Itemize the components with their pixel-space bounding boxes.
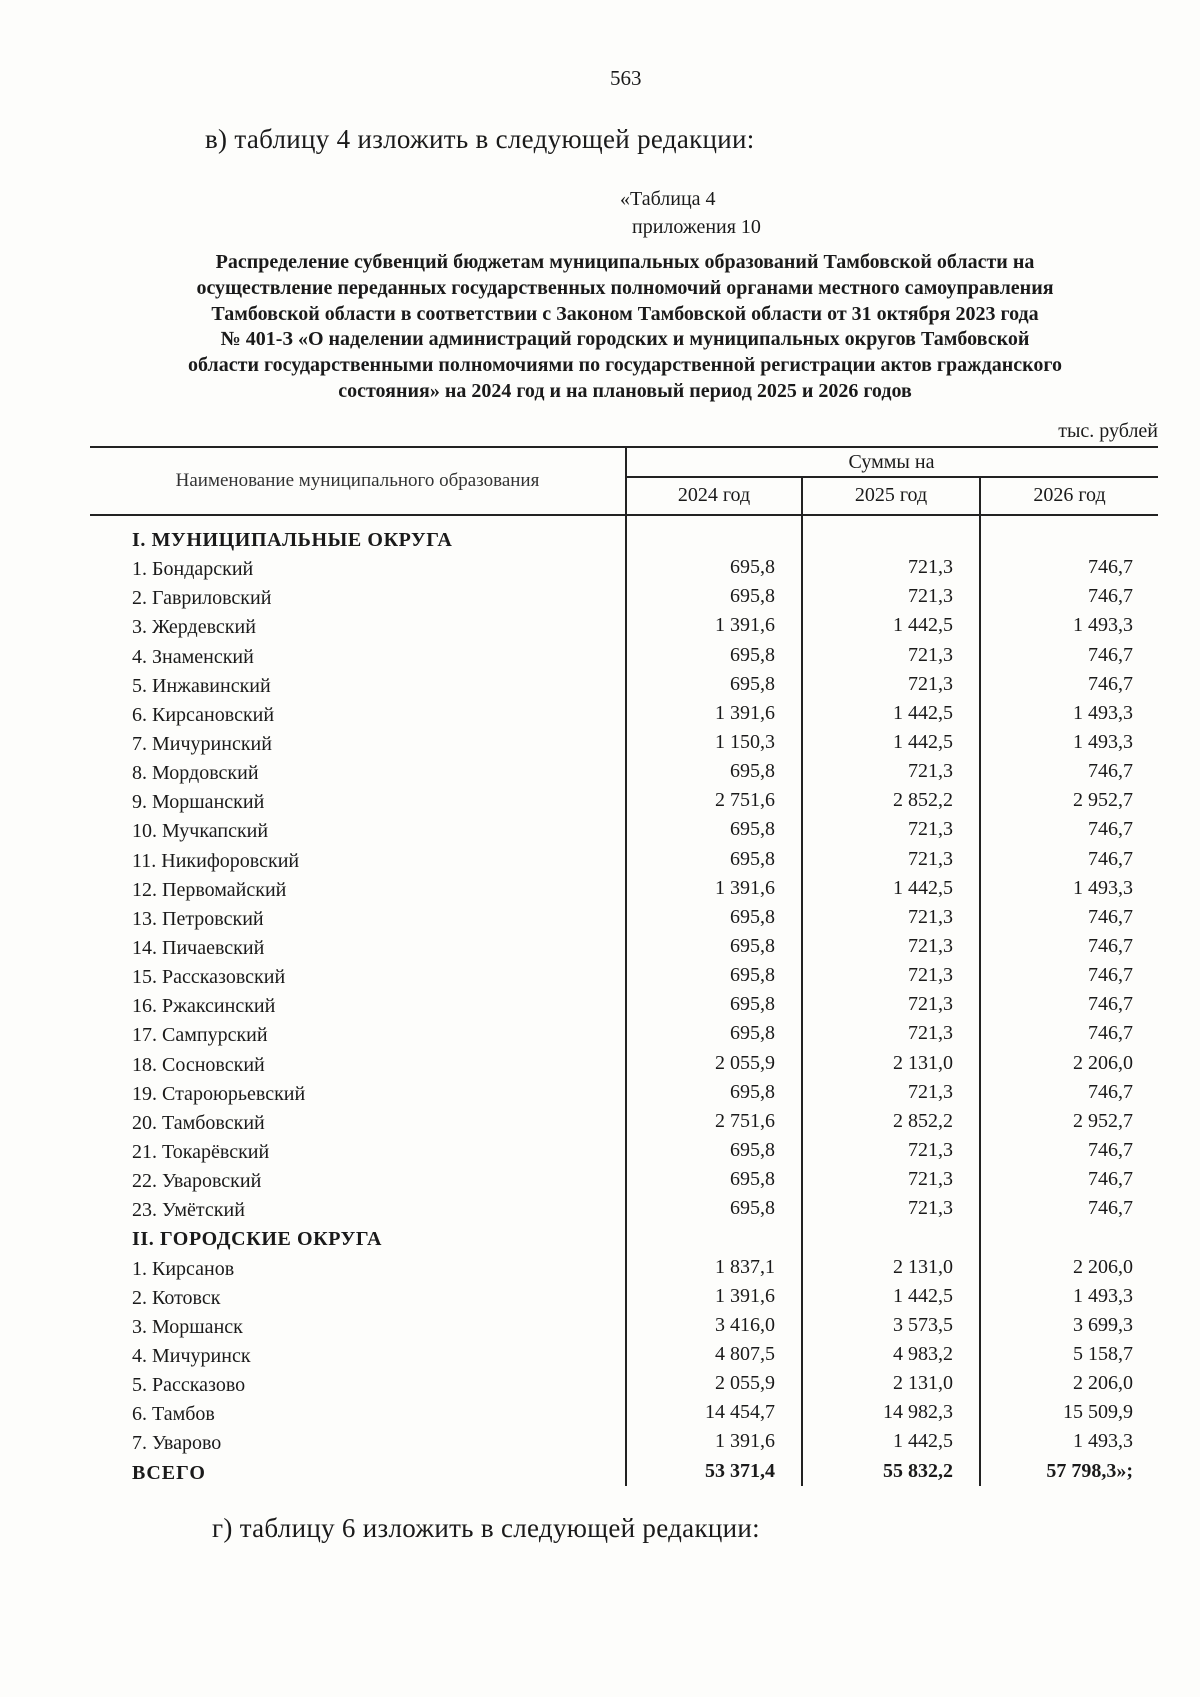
row-value-2026: 1 493,3	[1073, 614, 1133, 637]
header-sums: Суммы на	[848, 451, 935, 473]
table-row	[90, 1167, 1158, 1196]
row-value-2026: 57 798,3»;	[1046, 1459, 1133, 1482]
row-value-2024: 1 837,1	[715, 1255, 775, 1278]
row-value-2026: 3 699,3	[1073, 1313, 1133, 1336]
row-value-2025: 1 442,5	[893, 701, 953, 724]
table-row	[90, 1080, 1158, 1109]
row-name: 18. Сосновский	[132, 1053, 265, 1076]
row-value-2025: 14 982,3	[883, 1401, 953, 1424]
row-value-2024: 14 454,7	[705, 1401, 775, 1424]
row-value-2026: 746,7	[1088, 1022, 1133, 1045]
row-value-2025: 721,3	[908, 1080, 953, 1103]
after-text: г) таблицу 6 изложить в следующей редакции:	[212, 1513, 760, 1543]
row-value-2026: 2 952,7	[1073, 1109, 1133, 1132]
row-value-2025: 721,3	[908, 993, 953, 1016]
row-name: 6. Кирсановский	[132, 703, 275, 726]
row-value-2024: 695,8	[730, 1022, 775, 1045]
row-value-2025: 4 983,2	[893, 1342, 953, 1365]
row-value-2024: 695,8	[730, 818, 775, 841]
table-row	[90, 584, 1158, 613]
table-row	[90, 759, 1158, 788]
row-value-2026: 2 206,0	[1073, 1255, 1133, 1278]
row-value-2025: 721,3	[908, 818, 953, 841]
row-name: 15. Рассказовский	[132, 966, 286, 989]
row-name: 19. Староюрьевский	[132, 1082, 306, 1105]
row-value-2025: 2 852,2	[893, 1109, 953, 1132]
row-value-2025: 721,3	[908, 643, 953, 666]
section-row	[90, 526, 1158, 555]
row-value-2024: 695,8	[730, 934, 775, 957]
row-value-2025: 721,3	[908, 1197, 953, 1220]
row-value-2025: 721,3	[908, 1022, 953, 1045]
row-name: 13. Петровский	[132, 907, 264, 930]
row-value-2026: 746,7	[1088, 993, 1133, 1016]
row-value-2025: 721,3	[908, 964, 953, 987]
row-value-2025: 1 442,5	[893, 1284, 953, 1307]
row-name: 1. Кирсанов	[132, 1257, 235, 1280]
table-row	[90, 1109, 1158, 1138]
row-value-2024: 2 055,9	[715, 1051, 775, 1074]
table-row	[90, 643, 1158, 672]
row-value-2026: 2 952,7	[1073, 789, 1133, 812]
row-value-2024: 53 371,4	[705, 1459, 775, 1482]
row-value-2026: 746,7	[1088, 585, 1133, 608]
row-value-2025: 2 852,2	[893, 789, 953, 812]
row-value-2026: 746,7	[1088, 672, 1133, 695]
row-value-2026: 1 493,3	[1073, 730, 1133, 753]
row-name: 7. Уварово	[132, 1432, 222, 1455]
row-name: II. ГОРОДСКИЕ ОКРУГА	[132, 1228, 383, 1251]
table-row	[90, 1255, 1158, 1284]
row-name: 6. Тамбов	[132, 1403, 215, 1426]
row-value-2024: 695,8	[730, 1138, 775, 1161]
row-name: 4. Мичуринск	[132, 1344, 251, 1367]
row-value-2024: 695,8	[730, 1197, 775, 1220]
row-name: 12. Первомайский	[132, 878, 287, 901]
header-year: 2024 год	[677, 484, 751, 506]
row-value-2024: 695,8	[730, 643, 775, 666]
row-value-2026: 1 493,3	[1073, 1430, 1133, 1453]
units-label: тыс. рублей	[1058, 420, 1158, 442]
row-value-2024: 695,8	[730, 964, 775, 987]
row-name: 20. Тамбовский	[132, 1111, 265, 1134]
row-value-2026: 1 493,3	[1073, 701, 1133, 724]
row-value-2024: 695,8	[730, 760, 775, 783]
table-row	[90, 1371, 1158, 1400]
table-row	[90, 672, 1158, 701]
row-value-2025: 2 131,0	[893, 1051, 953, 1074]
sums-header-rule	[625, 476, 1158, 478]
row-value-2025: 721,3	[908, 847, 953, 870]
row-value-2024: 695,8	[730, 1168, 775, 1191]
row-value-2026: 2 206,0	[1073, 1372, 1133, 1395]
table-body	[90, 526, 1158, 1488]
table-row	[90, 555, 1158, 584]
row-value-2025: 721,3	[908, 1168, 953, 1191]
header-year: 2026 год	[1033, 484, 1106, 506]
table-title	[110, 250, 1140, 405]
table-row	[90, 905, 1158, 934]
title-line: № 401-З «О наделении администраций городских и муниципальных округов Тамбовской	[220, 328, 1030, 351]
row-name: 14. Пичаевский	[132, 936, 265, 959]
row-name: 3. Жердевский	[132, 616, 256, 639]
row-value-2024: 3 416,0	[715, 1313, 775, 1336]
row-value-2026: 15 509,9	[1063, 1401, 1133, 1424]
row-value-2026: 746,7	[1088, 905, 1133, 928]
table-row	[90, 876, 1158, 905]
row-value-2026: 1 493,3	[1073, 1284, 1133, 1307]
title-line: осуществление переданных государственных полномочий органами местного самоуправления	[196, 276, 1054, 299]
row-value-2026: 746,7	[1088, 1197, 1133, 1220]
row-value-2026: 746,7	[1088, 760, 1133, 783]
row-name: 21. Токарёвский	[132, 1140, 270, 1163]
header-year: 2025 год	[854, 484, 928, 506]
row-value-2024: 1 391,6	[715, 701, 775, 724]
row-value-2026: 746,7	[1088, 964, 1133, 987]
table-row	[90, 1138, 1158, 1167]
row-name: ВСЕГО	[132, 1461, 206, 1484]
table-caption-line2: приложения 10	[632, 216, 761, 238]
table-row	[90, 934, 1158, 963]
row-value-2025: 2 131,0	[893, 1372, 953, 1395]
row-name: 2. Котовск	[132, 1286, 221, 1309]
row-value-2024: 2 751,6	[715, 789, 775, 812]
table-row	[90, 1196, 1158, 1225]
row-value-2025: 2 131,0	[893, 1255, 953, 1278]
row-name: 1. Бондарский	[132, 558, 254, 581]
row-value-2025: 721,3	[908, 672, 953, 695]
table-row	[90, 1313, 1158, 1342]
table-row	[90, 1021, 1158, 1050]
row-value-2025: 55 832,2	[883, 1459, 953, 1482]
table-row	[90, 1284, 1158, 1313]
table-row	[90, 817, 1158, 846]
row-value-2025: 1 442,5	[893, 876, 953, 899]
row-value-2024: 2 055,9	[715, 1372, 775, 1395]
row-value-2025: 1 442,5	[893, 614, 953, 637]
table-row	[90, 992, 1158, 1021]
table-caption-line1: «Таблица 4	[620, 188, 716, 210]
row-name: 4. Знаменский	[132, 645, 254, 668]
table-row	[90, 1400, 1158, 1429]
row-name: 16. Ржаксинский	[132, 995, 276, 1018]
row-value-2026: 746,7	[1088, 818, 1133, 841]
row-name: 9. Моршанский	[132, 791, 265, 814]
row-name: 5. Рассказово	[132, 1374, 246, 1397]
row-name: 2. Гавриловский	[132, 587, 272, 610]
row-value-2025: 721,3	[908, 585, 953, 608]
row-value-2024: 1 391,6	[715, 876, 775, 899]
row-name: 11. Никифоровский	[132, 849, 300, 872]
table-row	[90, 1051, 1158, 1080]
row-value-2025: 1 442,5	[893, 730, 953, 753]
row-value-2026: 5 158,7	[1073, 1342, 1133, 1365]
header-name-col: Наименование муниципального образования	[175, 470, 540, 491]
table-row	[90, 701, 1158, 730]
row-value-2026: 746,7	[1088, 643, 1133, 666]
row-value-2025: 3 573,5	[893, 1313, 953, 1336]
table-row	[90, 847, 1158, 876]
row-value-2026: 746,7	[1088, 1080, 1133, 1103]
row-value-2025: 721,3	[908, 760, 953, 783]
section-row	[90, 1225, 1158, 1254]
row-name: 23. Умётский	[132, 1199, 245, 1222]
row-value-2026: 2 206,0	[1073, 1051, 1133, 1074]
row-name: 17. Сампурский	[132, 1024, 268, 1047]
title-line: Распределение субвенций бюджетам муниципальных образований Тамбовской области на	[215, 251, 1035, 273]
row-value-2024: 695,8	[730, 585, 775, 608]
row-value-2024: 695,8	[730, 993, 775, 1016]
row-value-2025: 721,3	[908, 1138, 953, 1161]
row-value-2024: 695,8	[730, 672, 775, 695]
table-row	[90, 788, 1158, 817]
row-value-2024: 695,8	[730, 556, 775, 579]
row-name: 10. Мучкапский	[132, 820, 269, 843]
row-value-2024: 1 391,6	[715, 1284, 775, 1307]
table-row	[90, 613, 1158, 642]
page-number: 563	[610, 66, 642, 90]
row-name: 8. Мордовский	[132, 762, 259, 785]
row-name: 7. Мичуринский	[132, 732, 272, 755]
row-value-2024: 1 150,3	[715, 730, 775, 753]
table-row	[90, 730, 1158, 759]
row-name: 3. Моршанск	[132, 1315, 243, 1338]
row-value-2024: 1 391,6	[715, 1430, 775, 1453]
row-value-2025: 1 442,5	[893, 1430, 953, 1453]
row-value-2025: 721,3	[908, 934, 953, 957]
title-line: Тамбовской области в соответствии с Законом Тамбовской области от 31 октября 2023 года	[211, 302, 1039, 325]
row-value-2024: 695,8	[730, 905, 775, 928]
row-value-2026: 746,7	[1088, 847, 1133, 870]
row-value-2026: 1 493,3	[1073, 876, 1133, 899]
row-value-2024: 1 391,6	[715, 614, 775, 637]
table-row	[90, 1429, 1158, 1458]
row-value-2026: 746,7	[1088, 556, 1133, 579]
row-name: 22. Уваровский	[132, 1170, 262, 1193]
row-value-2024: 2 751,6	[715, 1109, 775, 1132]
row-value-2024: 4 807,5	[715, 1342, 775, 1365]
table-row	[90, 1342, 1158, 1371]
table-row	[90, 963, 1158, 992]
row-name: 5. Инжавинский	[132, 674, 271, 697]
table-top-rule	[90, 446, 1158, 448]
title-line: состояния» на 2024 год и на плановый период 2025 и 2026 годов	[338, 379, 912, 402]
row-value-2025: 721,3	[908, 556, 953, 579]
row-value-2026: 746,7	[1088, 934, 1133, 957]
row-value-2026: 746,7	[1088, 1138, 1133, 1161]
row-value-2024: 695,8	[730, 1080, 775, 1103]
total-row	[90, 1459, 1158, 1488]
header-bottom-rule	[90, 514, 1158, 516]
row-value-2024: 695,8	[730, 847, 775, 870]
row-name: I. МУНИЦИПАЛЬНЫЕ ОКРУГА	[132, 529, 453, 551]
row-value-2026: 746,7	[1088, 1168, 1133, 1191]
row-value-2025: 721,3	[908, 905, 953, 928]
intro-text: в) таблицу 4 изложить в следующей редакции:	[205, 124, 755, 154]
title-line: области государственными полномочиями по государственной регистрации актов гражданского	[188, 354, 1062, 377]
